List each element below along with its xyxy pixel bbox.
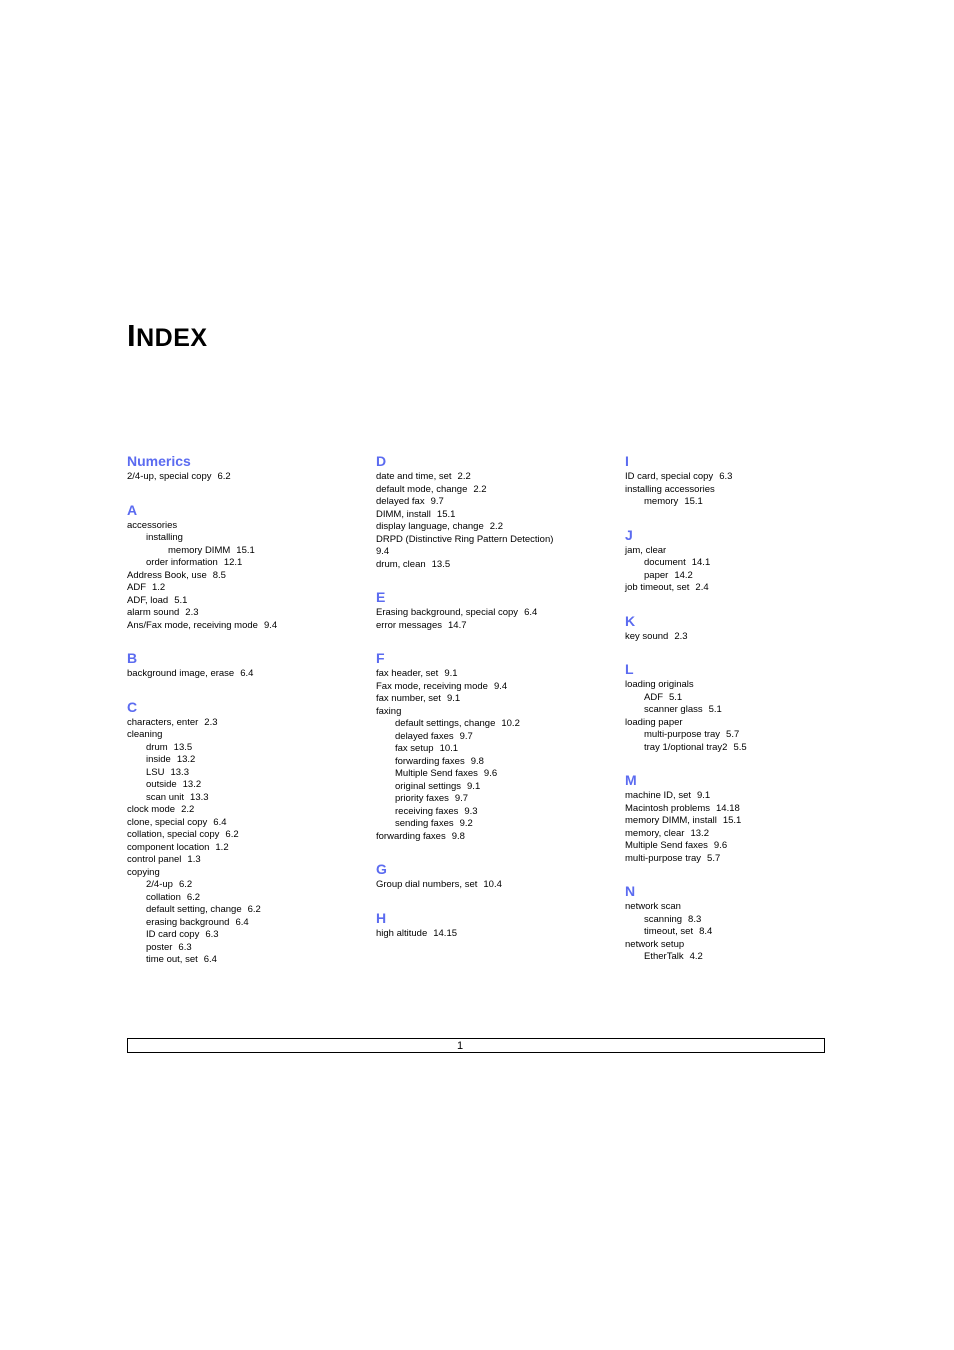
page-reference: 6.3 [719,471,733,482]
index-entry [127,867,367,880]
index-term: default mode, change [376,483,468,495]
index-entry [127,829,367,842]
index-entry [127,792,367,805]
index-term: order information [146,557,218,568]
index-entry [376,831,616,844]
index-entry [376,928,616,941]
index-entry [127,557,367,570]
index-term: clone, special copy [127,816,208,828]
index-term: memory [644,496,679,507]
page-reference: 6.4 [235,916,249,928]
page-reference: 6.4 [213,816,227,828]
index-term: error messages [376,619,442,631]
page-reference: 2.2 [457,471,471,482]
index-section [376,451,616,571]
page-reference: 1.2 [215,841,229,853]
index-entry [376,620,616,633]
index-term: forwarding faxes [395,755,465,767]
index-term: poster [146,941,173,953]
page-reference: 6.4 [203,954,217,965]
page-reference: 15.1 [722,815,742,826]
page-reference: 9.8 [451,830,465,842]
index-term: characters, enter [127,716,199,728]
index-entry [127,954,367,967]
index-entry [625,679,865,692]
index-entry [625,704,865,717]
section-letter: I [625,453,629,469]
index-term: Multiple Send faxes [395,768,478,779]
index-term: document [644,557,686,568]
page-reference: 1.2 [152,582,166,593]
index-entry [625,926,865,939]
index-term: receiving faxes [395,805,459,817]
index-entry [127,854,367,867]
index-term: display language, change [376,521,484,532]
index-term: DIMM, install [376,508,431,520]
index-entry [127,570,367,583]
index-term: cleaning [127,729,163,740]
page-reference: 6.2 [178,879,193,890]
index-term: Erasing background, special copy [376,607,519,618]
index-entry [127,804,367,817]
page-reference: 5.7 [726,729,740,740]
index-entry [376,509,616,522]
index-section [376,648,616,843]
index-entry [127,879,367,892]
index-term: component location [127,841,210,853]
page-reference: 9.6 [713,840,728,851]
index-section [127,648,367,681]
index-column-3 [625,451,865,980]
page-reference: 9.4 [263,619,278,631]
index-entry [127,754,367,767]
page-reference: 9.1 [446,693,461,704]
index-entry [127,717,367,730]
page-reference: 9.7 [430,496,444,507]
index-term: tray 1/optional tray2 [644,741,728,753]
index-entry [127,904,367,917]
page-reference: 14.7 [448,619,467,631]
section-letter: B [127,650,138,666]
index-term: inside [146,754,171,765]
section-letter: A [127,501,138,518]
page-reference: 8.5 [212,569,226,581]
index-term: ADF, load [127,594,169,606]
page-reference: 6.2 [186,891,201,903]
page-title-rest: NDEX [136,324,208,352]
index-term: machine ID, set [625,790,691,801]
index-entry [376,607,616,620]
page-number: 1 [456,1040,464,1052]
index-term: sending faxes [395,818,454,829]
index-term: drum [146,741,168,753]
index-section [625,659,865,754]
index-column-1 [127,451,367,983]
index-term: date and time, set [376,471,452,482]
index-entry [376,559,616,572]
index-term: outside [146,779,177,790]
index-section [376,859,616,892]
page-reference: 6.4 [524,607,538,618]
index-entry [625,631,865,644]
page-reference: 5.5 [733,741,747,753]
page-reference: 14.15 [433,927,458,939]
section-letter: F [376,650,385,666]
index-entry [625,901,865,914]
index-entry [625,692,865,705]
section-letter: D [376,453,387,469]
index-term: erasing background [146,916,230,928]
index-entry [376,484,616,497]
index-entry [625,557,865,570]
page-reference: 9.4 [493,680,508,692]
index-section [376,587,616,632]
index-term: ID card, special copy [625,471,714,482]
index-term: scanning [644,913,683,925]
index-entry [127,892,367,905]
page-reference: 9.7 [459,730,473,742]
index-term: collation, special copy [127,829,220,840]
section-letter: J [625,526,633,543]
index-term: loading originals [625,679,694,690]
page-reference: 13.2 [176,754,196,765]
index-term: LSU [146,766,165,778]
index-term: clock mode [127,804,176,815]
index-term: accessories [127,519,178,531]
index-term: timeout, set [644,926,694,937]
index-entry [376,806,616,819]
index-term: memory, clear [625,827,685,839]
page-reference: 9.1 [444,668,458,679]
page-reference: 13.3 [170,766,189,778]
index-term: Multiple Send faxes [625,840,708,851]
page-reference: 15.1 [684,496,703,507]
index-term: Macintosh problems [625,802,711,814]
index-term: copying [127,866,160,878]
index-entry [376,706,616,719]
index-term: time out, set [146,954,198,965]
index-term: forwarding faxes [376,830,446,842]
index-entry [625,471,865,484]
page-reference: 5.1 [708,704,722,715]
page-reference: 9.8 [470,755,484,767]
index-entry [376,818,616,831]
index-term: installing [146,532,183,543]
index-term: collation [146,891,181,903]
page-reference: 9.1 [467,780,481,792]
index-entry [376,718,616,731]
index-entry [127,767,367,780]
page-reference: 2.3 [185,607,199,618]
page-title [127,318,208,356]
index-entry [625,717,865,730]
index-term: alarm sound [127,607,180,618]
page-reference: 5.1 [174,594,188,606]
index-column-2 [376,451,616,956]
page-reference: 13.5 [431,558,451,570]
index-term: drum, clean [376,558,426,570]
index-term: memory DIMM [168,544,231,556]
page-reference: 8.3 [688,913,702,925]
index-entry [625,951,865,964]
page-reference: 10.4 [483,879,502,890]
index-term: delayed faxes [395,730,454,742]
index-entry [127,607,367,620]
index-entry [127,620,367,633]
index-term: Group dial numbers, set [376,879,478,890]
section-letter: Numerics [127,453,191,469]
page-reference: 13.3 [190,791,209,803]
index-term: 9.4 [376,546,390,557]
index-entry [625,790,865,803]
index-entry [127,545,367,558]
page-reference: 14.2 [674,569,693,581]
page-reference: 9.2 [459,818,473,829]
page-reference: 2.2 [489,521,503,532]
index-term: faxing [376,705,402,717]
index-entry [625,545,865,558]
index-term: ADF [644,691,663,703]
index-entry [127,582,367,595]
index-entry [376,781,616,794]
section-letter: M [625,772,637,788]
index-term: memory DIMM, install [625,815,717,826]
index-entry [127,917,367,930]
index-term: original settings [395,780,462,792]
page-reference: 4.2 [689,951,703,962]
index-term: background image, erase [127,668,235,679]
page-reference: 1.3 [187,854,201,865]
page-reference: 8.4 [699,926,713,937]
index-entry [127,842,367,855]
index-term: ADF [127,582,146,593]
index-entry [376,546,616,559]
page-reference: 9.6 [483,768,498,779]
page-reference: 5.1 [669,691,683,703]
index-term: default settings, change [395,718,496,729]
index-entry [625,729,865,742]
index-term: priority faxes [395,793,449,804]
index-entry [625,496,865,509]
page-reference: 13.5 [173,741,193,753]
index-entry [127,817,367,830]
index-entry [376,879,616,892]
section-letter: H [376,909,387,926]
index-section [625,611,865,644]
index-entry [127,668,367,681]
index-entry [127,742,367,755]
page-reference: 2.2 [473,483,487,495]
section-letter: L [625,661,634,677]
index-entry [625,840,865,853]
page-reference: 9.3 [464,805,478,817]
index-term: fax setup [395,743,434,754]
page-reference: 14.1 [691,557,711,568]
index-entry [625,828,865,841]
page-reference: 6.2 [247,904,261,915]
index-entry [376,471,616,484]
index-entry [127,520,367,533]
page-reference: 10.1 [439,743,459,754]
page-reference: 15.1 [236,544,255,556]
index-entry [625,939,865,952]
section-letter: C [127,698,138,715]
index-entry [127,942,367,955]
page-reference: 6.4 [240,668,254,679]
index-section [625,451,865,509]
section-letter: N [625,883,636,899]
page-reference: 5.7 [707,852,721,864]
page-reference: 9.1 [697,790,711,801]
index-section [127,500,367,633]
page-title-initial: I [127,318,137,353]
index-section [625,770,865,865]
index-term: high altitude [376,927,428,939]
index-term: DRPD (Distinctive Ring Pattern Detection) [376,533,554,545]
page-reference: 2.3 [674,630,688,642]
index-term: Fax mode, receiving mode [376,680,488,692]
page-reference: 6.2 [225,829,239,840]
index-entry [625,582,865,595]
index-section [127,451,367,484]
index-section [625,525,865,595]
index-section [625,881,865,964]
index-term: control panel [127,854,182,865]
index-entry [376,731,616,744]
index-section [376,908,616,941]
index-term: 2/4-up, special copy [127,471,212,482]
page-reference: 10.2 [501,718,520,729]
index-entry [127,532,367,545]
page-reference: 9.7 [454,793,469,804]
index-term: fax number, set [376,693,441,704]
index-term: key sound [625,630,669,642]
index-term: loading paper [625,716,683,728]
index-entry [376,496,616,509]
index-entry [625,914,865,927]
page-reference: 2.2 [181,804,195,815]
index-entry [127,929,367,942]
index-term: installing accessories [625,483,715,495]
index-term: EtherTalk [644,951,684,962]
index-term: delayed fax [376,496,425,507]
index-term: network setup [625,938,685,950]
index-entry [625,570,865,583]
index-entry [376,534,616,547]
section-letter: G [376,861,387,877]
index-entry [376,793,616,806]
index-term: scanner glass [644,704,703,715]
index-term: paper [644,569,669,581]
index-entry [625,803,865,816]
index-entry [376,743,616,756]
index-entry [376,681,616,694]
index-term: network scan [625,901,681,912]
index-entry [376,693,616,706]
index-entry [625,484,865,497]
page-reference: 13.2 [182,779,202,790]
index-entry [625,742,865,755]
index-term: jam, clear [625,544,667,556]
page-reference: 13.2 [690,827,709,839]
index-entry [127,471,367,484]
index-term: fax header, set [376,668,439,679]
index-entry [127,779,367,792]
index-entry [625,853,865,866]
page-reference: 6.3 [178,941,192,953]
page-reference: 2.4 [695,582,709,593]
index-entry [376,768,616,781]
index-term: Ans/Fax mode, receiving mode [127,619,258,631]
index-entry [127,595,367,608]
index-term: ID card copy [146,929,200,940]
index-entry [376,756,616,769]
index-section [127,697,367,967]
section-letter: E [376,589,386,605]
index-term: default setting, change [146,904,242,915]
page-reference: 14.18 [716,802,740,814]
index-term: scan unit [146,791,185,803]
page-footer [127,1038,825,1053]
index-term: Address Book, use [127,569,207,581]
page-reference: 6.3 [205,929,219,940]
page-reference: 6.2 [217,471,231,482]
index-term: 2/4-up [146,879,173,890]
index-entry [625,815,865,828]
index-term: multi-purpose tray [625,852,702,864]
index-entry [376,521,616,534]
index-term: multi-purpose tray [644,729,721,740]
index-entry [127,729,367,742]
page-reference: 12.1 [223,557,243,568]
page-reference: 2.3 [204,716,218,728]
section-letter: K [625,612,636,629]
page-reference: 15.1 [436,508,456,520]
index-entry [376,668,616,681]
index-term: job timeout, set [625,582,690,593]
